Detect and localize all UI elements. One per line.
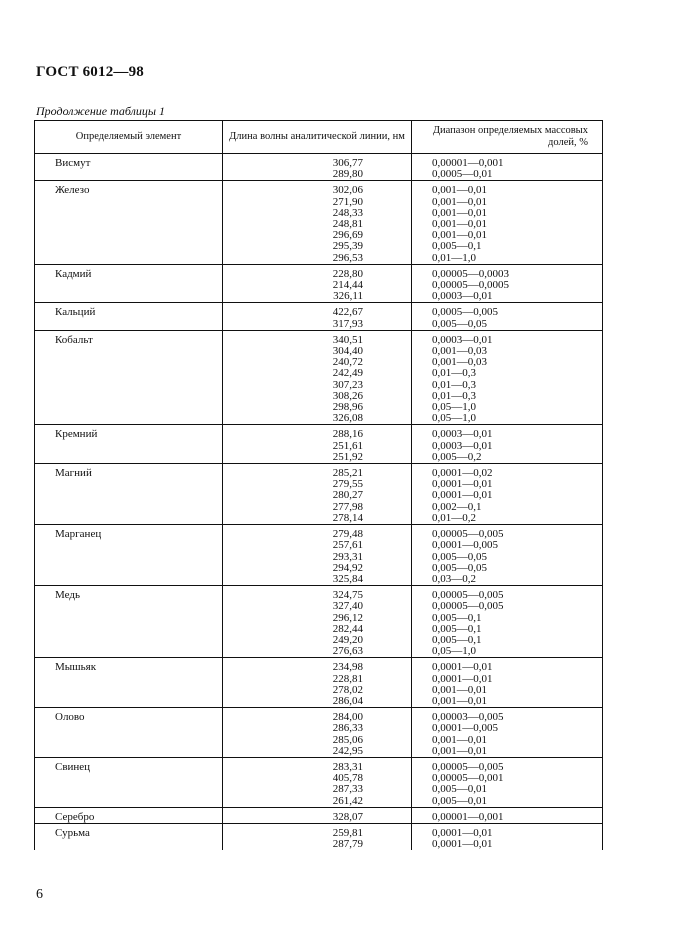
range-value: 0,00003—0,005 [432, 711, 504, 724]
wavelength-cell [223, 525, 412, 586]
range-value: 0,005—0,05 [432, 550, 487, 563]
wavelength-value: 251,61 [332, 439, 363, 452]
wavelength-value: 307,23 [332, 378, 363, 391]
range-value: 0,01—1,0 [432, 251, 476, 264]
wavelength-value: 271,90 [332, 195, 363, 208]
document-title: ГОСТ 6012—98 [36, 64, 145, 80]
table-row [35, 264, 603, 303]
table-body [35, 154, 603, 851]
wavelength-value: 285,21 [332, 467, 363, 480]
range-value: 0,0001—0,02 [432, 467, 493, 480]
range-value: 0,0001—0,01 [432, 838, 493, 851]
range-value: 0,001—0,01 [432, 733, 487, 746]
range-cell [412, 303, 603, 330]
wavelength-cell [223, 757, 412, 807]
range-value: 0,0003—0,01 [432, 333, 493, 346]
wavelength-value: 242,95 [332, 744, 363, 757]
range-value: 0,0003—0,01 [432, 439, 493, 452]
range-value: 0,01—0,2 [432, 511, 476, 524]
wavelength-value: 278,14 [332, 511, 363, 524]
range-value: 0,01—0,3 [432, 389, 476, 402]
wavelength-value: 296,53 [332, 251, 363, 264]
element-wavelength-table [34, 120, 603, 850]
column-header-element: Определяемый элемент [35, 121, 223, 154]
wavelength-value: 306,77 [332, 157, 363, 169]
element-name-cell: Магний [35, 464, 223, 525]
wavelength-value: 261,42 [332, 794, 363, 807]
wavelength-value: 240,72 [332, 356, 363, 369]
wavelength-value: 242,49 [332, 367, 363, 380]
table-row [35, 807, 603, 823]
wavelength-cell [223, 303, 412, 330]
table-row [35, 181, 603, 264]
wavelength-value: 293,31 [332, 550, 363, 563]
range-cell [412, 823, 603, 850]
wavelength-value: 228,80 [332, 267, 363, 280]
wavelength-value: 277,98 [332, 500, 363, 513]
table-row [35, 525, 603, 586]
range-cell [412, 425, 603, 464]
range-cell [412, 264, 603, 303]
wavelength-value: 296,69 [332, 229, 363, 242]
range-value: 0,005—0,05 [432, 317, 487, 330]
range-value: 0,005—0,1 [432, 633, 482, 646]
wavelength-cell [223, 330, 412, 425]
wavelength-value: 284,00 [332, 711, 363, 724]
element-name-cell: Кадмий [35, 264, 223, 303]
wavelength-value: 257,61 [332, 539, 363, 552]
wavelength-value: 422,67 [332, 306, 363, 319]
wavelength-value: 278,02 [332, 683, 363, 696]
wavelength-cell [223, 586, 412, 658]
range-value: 0,01—0,3 [432, 367, 476, 380]
wavelength-value: 324,75 [332, 589, 363, 602]
range-value: 0,0001—0,01 [432, 826, 493, 839]
wavelength-value: 251,92 [332, 450, 363, 463]
wavelength-value: 287,33 [332, 783, 363, 796]
wavelength-value: 328,07 [332, 810, 363, 823]
range-value: 0,0001—0,01 [432, 661, 493, 674]
wavelength-value: 279,48 [332, 528, 363, 541]
range-value: 0,05—1,0 [432, 412, 476, 425]
wavelength-value: 283,31 [332, 760, 363, 773]
table-row [35, 464, 603, 525]
range-cell [412, 757, 603, 807]
wavelength-value: 295,39 [332, 240, 363, 253]
range-cell [412, 525, 603, 586]
range-value: 0,0005—0,005 [432, 306, 498, 319]
wavelength-value: 287,79 [332, 838, 363, 851]
wavelength-value: 248,33 [332, 206, 363, 219]
range-value: 0,05—1,0 [432, 401, 476, 414]
wavelength-value: 285,06 [332, 733, 363, 746]
range-value: 0,001—0,03 [432, 345, 487, 358]
range-value: 0,0001—0,01 [432, 672, 493, 685]
column-header-wavelength: Длина волны аналитической линии, нм [223, 121, 412, 154]
range-value: 0,00005—0,005 [432, 760, 504, 773]
wavelength-value: 298,96 [332, 401, 363, 414]
page-number: 6 [36, 887, 43, 902]
wavelength-cell [223, 264, 412, 303]
wavelength-value: 248,81 [332, 218, 363, 231]
wavelength-cell [223, 708, 412, 758]
range-value: 0,0001—0,005 [432, 722, 498, 735]
wavelength-cell [223, 823, 412, 850]
wavelength-value: 296,12 [332, 611, 363, 624]
range-value: 0,001—0,01 [432, 218, 487, 231]
wavelength-value: 234,98 [332, 661, 363, 674]
table-row [35, 303, 603, 330]
wavelength-value: 214,44 [332, 279, 363, 292]
table-row [35, 154, 603, 181]
range-value: 0,005—0,01 [432, 783, 487, 796]
element-name-cell: Сурьма [35, 823, 223, 850]
range-value: 0,00005—0,0005 [432, 279, 509, 292]
wavelength-value: 325,84 [332, 572, 363, 585]
table-row [35, 823, 603, 850]
range-value: 0,005—0,01 [432, 794, 487, 807]
wavelength-value: 326,11 [333, 290, 363, 303]
range-value: 0,00005—0,0003 [432, 267, 509, 280]
range-cell [412, 586, 603, 658]
wavelength-value: 326,08 [332, 412, 363, 425]
wavelength-value: 405,78 [332, 772, 363, 785]
range-value: 0,005—0,1 [432, 611, 482, 624]
table-row [35, 757, 603, 807]
element-name-cell: Висмут [35, 154, 223, 181]
wavelength-value: 279,55 [332, 478, 363, 491]
range-value: 0,00005—0,005 [432, 589, 504, 602]
wavelength-value: 249,20 [332, 633, 363, 646]
range-cell [412, 181, 603, 264]
wavelength-value: 288,16 [332, 428, 363, 441]
range-value: 0,00005—0,005 [432, 528, 504, 541]
wavelength-cell [223, 181, 412, 264]
range-value: 0,005—0,05 [432, 561, 487, 574]
range-cell [412, 154, 603, 181]
range-value: 0,001—0,01 [432, 694, 487, 707]
wavelength-cell [223, 658, 412, 708]
range-value: 0,005—0,1 [432, 240, 482, 253]
range-value: 0,0001—0,01 [432, 489, 493, 502]
wavelength-value: 286,04 [332, 694, 363, 707]
wavelength-value: 276,63 [332, 645, 363, 658]
element-name-cell: Кремний [35, 425, 223, 464]
range-value: 0,03—0,2 [432, 572, 476, 585]
range-value: 0,002—0,1 [432, 500, 482, 513]
element-name-cell: Олово [35, 708, 223, 758]
range-value: 0,0003—0,01 [432, 290, 493, 303]
wavelength-cell [223, 807, 412, 823]
table-row [35, 658, 603, 708]
wavelength-cell [223, 425, 412, 464]
range-cell [412, 807, 603, 823]
range-value: 0,05—1,0 [432, 645, 476, 658]
range-value: 0,0005—0,01 [432, 168, 493, 181]
element-name-cell: Свинец [35, 757, 223, 807]
element-name-cell: Марганец [35, 525, 223, 586]
range-value: 0,0003—0,01 [432, 428, 493, 441]
range-value: 0,001—0,01 [432, 206, 487, 219]
wavelength-value: 308,26 [332, 389, 363, 402]
wavelength-value: 304,40 [332, 345, 363, 358]
range-value: 0,00001—0,001 [432, 157, 504, 169]
range-cell [412, 330, 603, 425]
range-value: 0,001—0,01 [432, 229, 487, 242]
wavelength-value: 228,81 [332, 672, 363, 685]
column-header-range: Диапазон определяемых массовых долей, % [412, 121, 603, 154]
wavelength-value: 317,93 [332, 317, 363, 330]
wavelength-value: 282,44 [332, 622, 363, 635]
element-name-cell: Кальций [35, 303, 223, 330]
wavelength-cell [223, 464, 412, 525]
wavelength-value: 286,33 [332, 722, 363, 735]
element-name-cell: Железо [35, 181, 223, 264]
range-value: 0,001—0,03 [432, 356, 487, 369]
range-value: 0,001—0,01 [432, 184, 487, 197]
wavelength-value: 327,40 [332, 600, 363, 613]
range-value: 0,00005—0,005 [432, 600, 504, 613]
wavelength-value: 280,27 [332, 489, 363, 502]
table-caption: Продолжение таблицы 1 [36, 104, 166, 118]
range-cell [412, 708, 603, 758]
wavelength-value: 259,81 [332, 826, 363, 839]
table-row [35, 586, 603, 658]
range-value: 0,005—0,1 [432, 622, 482, 635]
range-value: 0,00001—0,001 [432, 810, 504, 823]
range-value: 0,01—0,3 [432, 378, 476, 391]
range-cell [412, 464, 603, 525]
table-row [35, 330, 603, 425]
table-row [35, 708, 603, 758]
wavelength-value: 302,06 [332, 184, 363, 197]
element-name-cell: Серебро [35, 807, 223, 823]
range-value: 0,001—0,01 [432, 683, 487, 696]
range-value: 0,001—0,01 [432, 195, 487, 208]
element-name-cell: Кобальт [35, 330, 223, 425]
table-row [35, 425, 603, 464]
table-header-row [35, 121, 603, 154]
range-value: 0,005—0,2 [432, 450, 482, 463]
wavelength-value: 294,92 [332, 561, 363, 574]
element-name-cell: Медь [35, 586, 223, 658]
wavelength-value: 289,80 [332, 168, 363, 181]
range-value: 0,001—0,01 [432, 744, 487, 757]
element-name-cell: Мышьяк [35, 658, 223, 708]
range-value: 0,00005—0,001 [432, 772, 504, 785]
range-value: 0,0001—0,005 [432, 539, 498, 552]
range-cell [412, 658, 603, 708]
wavelength-value: 340,51 [332, 333, 363, 346]
wavelength-cell [223, 154, 412, 181]
range-value: 0,0001—0,01 [432, 478, 493, 491]
